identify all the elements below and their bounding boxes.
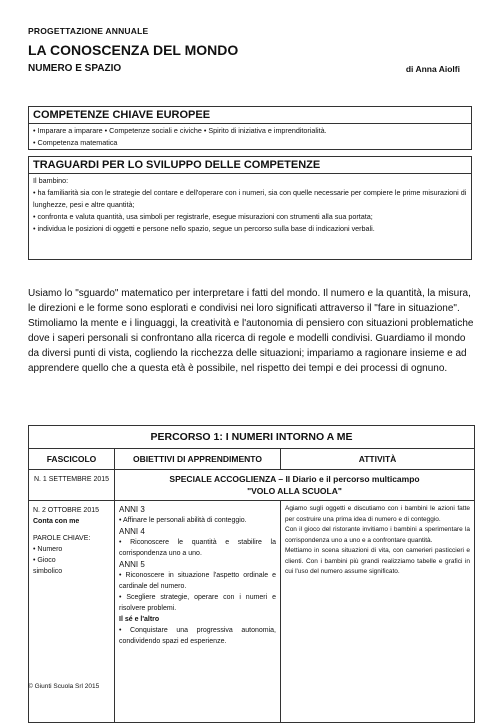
traguardi-item: • ha familiarità sia con le strategie del contare e dell'operare con i numeri, sia con quelle necessarie per compiere le prime misurazioni di lunghezze, pesi e altre quantità; (33, 188, 467, 209)
obiettivi-cell (115, 501, 281, 723)
table-row (29, 470, 475, 501)
competenze-line: • Imparare a imparare • Competenze sociali e civiche • Spirito di iniziativa e imprenditorialità. (33, 126, 327, 135)
objective: • Scegliere strategie, operare con i numeri e risolvere problemi. (119, 594, 276, 612)
keyword: simbolico (33, 568, 63, 575)
traguardi-body (29, 174, 471, 236)
competenze-body (29, 124, 471, 150)
activity: Mettiamo in scena situazioni di vita, con camerieri pasticcieri e clienti. Con i bambini più grandi realizziamo tabelle e grafici in cui l'uso del numero assume significato. (285, 547, 471, 575)
objective: • Conquistare una progressiva autonomia, condividendo spazi ed esperienze. (119, 627, 276, 645)
field-label: Il sé e l'altro (119, 616, 160, 623)
activity: Con il gioco del ristorante invitiamo i bambini a sperimentare la corrispondenza uno a uno e a confrontare quantità. (285, 526, 471, 544)
attivita-cell (281, 501, 475, 723)
column-header: OBIETTIVI DI APPRENDIMENTO (115, 449, 281, 470)
activity: Agiamo sugli oggetti e discutiamo con i bambini le azioni fatte per costruire una prima idea di numero e di conteggio. (285, 505, 471, 523)
traguardi-item: • confronta e valuta quantità, usa simboli per registrarle, esegue misurazioni con strumenti alla sua portata; (33, 212, 373, 221)
footer-copyright: © Giunti Scuola Srl 2015 (28, 683, 100, 690)
fascicolo-theme: Conta con me (33, 518, 80, 525)
keyword: • Gioco (33, 557, 56, 564)
objective: • Riconoscere in situazione l'aspetto ordinale e cardinale del numero. (119, 572, 276, 590)
fascicolo-cell: N. 1 SETTEMBRE 2015 (29, 470, 115, 501)
author: di Anna Aiolfi (405, 64, 460, 74)
age-label: ANNI 5 (119, 560, 145, 569)
keywords-label: PAROLE CHIAVE: (33, 535, 91, 542)
objective: • Affinare le personali abilità di conteggio. (119, 517, 247, 524)
column-header: ATTIVITÀ (281, 449, 475, 470)
special-subtitle: "VOLO ALLA SCUOLA" (247, 486, 342, 496)
age-label: ANNI 3 (119, 505, 145, 514)
competenze-title: COMPETENZE CHIAVE EUROPEE (29, 107, 471, 124)
traguardi-intro: Il bambino: (33, 176, 69, 185)
page-title: LA CONOSCENZA DEL MONDO (28, 42, 239, 58)
intro-paragraph: Usiamo lo "sguardo" matematico per interpretare i fatti del mondo. Il numero e la quantità, la misura, le direzioni e le forme sono esplorati e condivisi nei loro significati attraverso il "fare in situazione". Stimoliamo la mente e i linguaggi, la creatività e l'autonomia di pensiero con situazioni problematiche dove i saperi personali si confrontano alla ricerca di regole e modelli condivisi. Guardiamo il mondo da diversi punti di vista, cogliendo la ricchezza delle situazioni; impariamo a ragionare insieme e ad apprendere quello che a questa età è possibile, nel rispetto dei tempi e dei processi di ognuno. (28, 288, 474, 374)
page-subtitle: NUMERO E SPAZIO (28, 63, 122, 74)
traguardi-box (28, 156, 472, 260)
age-label: ANNI 4 (119, 527, 145, 536)
competenze-box (28, 106, 472, 150)
objective: • Riconoscere le quantità e stabilire la corrispondenza uno a uno. (119, 539, 276, 557)
keyword: • Numero (33, 546, 63, 553)
document-label: PROGETTAZIONE ANNUALE (28, 26, 149, 36)
fascicolo-date: N. 2 OTTOBRE 2015 (33, 507, 100, 514)
traguardi-title: TRAGUARDI PER LO SVILUPPO DELLE COMPETENZE (29, 157, 471, 174)
competenze-line: • Competenza matematica (33, 138, 118, 147)
special-title: SPECIALE ACCOGLIENZA – Il Diario e il percorso multicampo (169, 474, 420, 484)
table-title: PERCORSO 1: I NUMERI INTORNO A ME (29, 426, 475, 449)
traguardi-item: • individua le posizioni di oggetti e persone nello spazio, segue un percorso sulla base di indicazioni verbali. (33, 224, 375, 233)
column-header: FASCICOLO (29, 449, 115, 470)
special-cell (115, 470, 475, 501)
percorso-table (28, 425, 475, 723)
